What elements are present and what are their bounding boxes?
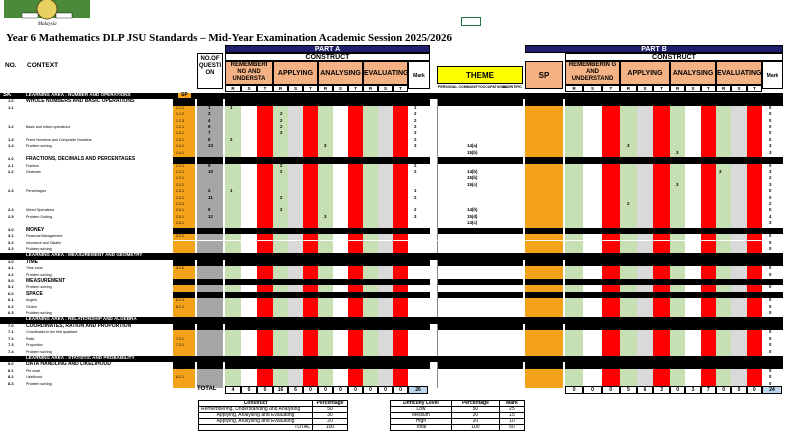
row-number: 7.2 — [8, 335, 14, 341]
b-total-mark: 0 — [769, 380, 772, 386]
part-b-evaluating: EVALUATING — [716, 61, 762, 85]
part-b-mark: Mark — [762, 61, 783, 89]
difficulty-level: High — [391, 419, 452, 425]
total-mark: 2 — [414, 117, 417, 123]
construct-table — [198, 400, 348, 431]
sp-value: 6.1.1 — [176, 298, 184, 303]
question-number: 5 — [208, 207, 211, 213]
part-b-sp: SP — [525, 61, 563, 89]
sp-cell — [173, 382, 195, 388]
b-total-mark: 0 — [769, 245, 772, 251]
total-value: 6 — [288, 386, 303, 394]
context-label: Coordinates in the first quadrant — [26, 330, 78, 335]
applying-mark: 2 — [280, 124, 283, 130]
b-total-mark: 0 — [769, 194, 772, 200]
sp-value: 7.3.1 — [176, 343, 184, 348]
row-number: 6.2 — [8, 303, 14, 309]
rst-header: T — [747, 85, 762, 92]
sp-value: 2.3.1 — [176, 189, 184, 194]
construct-total-val: 100 — [313, 425, 348, 431]
row-number: 2.3 — [8, 188, 14, 194]
total-value: 0 — [747, 386, 762, 394]
b-total-mark: 0 — [769, 284, 772, 290]
rst-header: T — [303, 85, 318, 92]
total-value: 0 — [363, 386, 378, 394]
sp-value: 2.2.1 — [176, 169, 184, 174]
part-a-mark: Mark — [408, 61, 430, 89]
row-number: 2.5 — [8, 213, 14, 219]
question-number: 6 — [208, 124, 211, 130]
rst-header: S — [583, 85, 601, 92]
difficulty-mark: 10 — [499, 419, 524, 425]
total-value: 0 — [731, 386, 746, 394]
rst-header: T — [393, 85, 408, 92]
rst-header: S — [288, 85, 303, 92]
total-mark: 2 — [414, 111, 417, 117]
topic-label: SPACE — [26, 290, 43, 297]
row-number: 4.1 — [8, 265, 14, 271]
rst-header: R — [225, 85, 241, 92]
applying-mark: 2 — [280, 194, 283, 200]
row-number: 1.2 — [8, 124, 14, 130]
row-number: 3.1 — [8, 233, 14, 239]
school-logo — [4, 0, 90, 22]
context-label: Proportion — [26, 343, 43, 348]
part-a-construct: CONSTRUCT — [225, 53, 430, 61]
total-value: 16 — [273, 386, 288, 394]
construct-pct: 50 — [313, 407, 348, 413]
sp-value: 1.4.1 — [176, 144, 184, 149]
difficulty-level: Low — [391, 407, 452, 413]
b-analysing-mark: 3 — [676, 149, 679, 155]
context-label: Problem Solving — [26, 214, 53, 219]
row-number: 8.1 — [8, 367, 14, 373]
row-number: 7.3 — [8, 342, 14, 348]
part-a-evaluating: EVALUATING — [363, 61, 408, 85]
b-total-mark: 2 — [769, 201, 772, 207]
section-number: 8.0 — [8, 361, 14, 367]
context-label: Financial Management — [26, 234, 63, 239]
percentage-h: Percentage — [313, 401, 348, 407]
theme-question: 15(d) — [467, 213, 478, 219]
b-total-mark: 0 — [769, 124, 772, 130]
question-number: 12 — [208, 213, 213, 219]
total-mark: 2 — [414, 207, 417, 213]
sp-value: 2.5.1 — [176, 221, 184, 226]
b-total-mark: 3 — [769, 149, 772, 155]
context-label: Fraction — [26, 163, 39, 168]
total-value: 0 — [393, 386, 408, 394]
b-total-mark: 0 — [769, 374, 772, 380]
page-title: Year 6 Mathematics DLP JSU Standards – Mid-Year Examination Academic Session 2025/2026 — [6, 32, 453, 44]
question-number: 7 — [208, 130, 211, 136]
context-label: Percentages — [26, 189, 47, 194]
theme-col-header: COMMUNITY — [458, 85, 481, 89]
context-label: Time zone — [26, 266, 43, 271]
context-header: CONTEXT — [27, 62, 59, 69]
section-number: 4.0 — [8, 258, 14, 264]
sp-value: 3.1.1 — [176, 234, 184, 239]
b-total-mark: 2 — [769, 175, 772, 181]
row-number: 3.3 — [8, 245, 14, 251]
section-number: 2.0 — [8, 156, 14, 162]
theme-col-header: SCIENTIFIC — [502, 85, 522, 89]
rst-header: T — [653, 85, 670, 92]
topic-label: WHOLE NUMBERS AND BASIC OPERATIONS — [26, 98, 135, 105]
learning-area-label: LEARNING AREA : STATISTIC AND PROBABILITY — [26, 354, 135, 360]
rst-header: R — [620, 85, 637, 92]
rst-header: S — [333, 85, 348, 92]
sp-value: 2.5.1 — [176, 214, 184, 219]
sp-value: 2.2.2 — [176, 182, 184, 187]
b-total-mark: 3 — [769, 168, 772, 174]
total-value: 4 — [225, 386, 241, 394]
b-analysing-mark: 3 — [676, 181, 679, 187]
spreadsheet-body — [0, 93, 800, 388]
b-total-mark: 0 — [769, 271, 772, 277]
part-b-applying: APPLYING — [620, 61, 670, 85]
topic-label: MEASUREMENT — [26, 277, 66, 284]
topic-label: MONEY — [26, 226, 45, 233]
row-number: 1.3 — [8, 136, 14, 142]
total-value: 0 — [318, 386, 333, 394]
context-label: Angels — [26, 298, 37, 303]
part-a-applying: APPLYING — [273, 61, 318, 85]
learning-area-label: LEARNING AREA : NUMBER AND OPERATIONS — [26, 92, 131, 97]
row-number: 5.1 — [8, 284, 14, 290]
theme-question: 14(a) — [467, 143, 478, 149]
sp-value: 2.1.1 — [176, 163, 184, 168]
theme-question: 15(b) — [467, 175, 478, 181]
difficulty-pct: 50 — [451, 407, 499, 413]
applying-mark: 2 — [280, 130, 283, 136]
difficulty-mark: 15 — [499, 413, 524, 419]
difficulty-mark: 25 — [499, 407, 524, 413]
row-number: 6.1 — [8, 297, 14, 303]
theme-header: THEME — [437, 66, 523, 84]
b-total-mark: 3 — [769, 220, 772, 226]
context-label: Ratio — [26, 336, 35, 341]
question-number: 13 — [208, 143, 213, 149]
context-label: Decimals — [26, 169, 41, 174]
b-total-mark: 3 — [769, 181, 772, 187]
b-total-mark: 0 — [769, 342, 772, 348]
section-number: 5.0 — [8, 277, 14, 283]
total-value: 0 — [241, 386, 257, 394]
context-label: Problem solving — [26, 246, 52, 251]
topic-label: COORDINATES, RATION AND PROPORTION — [26, 322, 132, 329]
theme-col-header: PERSONAL — [438, 85, 458, 89]
difficulty-pct: 20 — [451, 419, 499, 425]
b-total-mark: 0 — [769, 335, 772, 341]
b-total-mark: 0 — [769, 297, 772, 303]
topic-label: DATA HANDLING AND LIKELIHOOD — [26, 361, 111, 368]
sp-value: 4.1.2 — [176, 266, 184, 271]
rst-header: R — [565, 85, 583, 92]
total-value: 0 — [716, 386, 731, 394]
difficulty-mark: 50 — [499, 425, 524, 431]
difficulty-h: Difficulty Level — [391, 401, 452, 407]
sp-b-cell — [525, 382, 563, 388]
rst-header: T — [701, 85, 716, 92]
question-number: 1 — [208, 104, 211, 110]
part-a-remembering: REMEMBERI NG AND UNDERSTA — [225, 61, 273, 85]
difficulty-table — [390, 400, 525, 431]
question-number: 9 — [208, 162, 211, 168]
sp-value: 8.2.1 — [176, 375, 184, 380]
applying-mark: 2 — [280, 207, 283, 213]
total-mark: 2 — [414, 162, 417, 168]
sp-value: SP — [178, 93, 191, 98]
sp-value: 6.2.1 — [176, 304, 184, 309]
b-total-mark: 0 — [769, 130, 772, 136]
analysing-mark: 3 — [324, 143, 327, 149]
rst-header: R — [670, 85, 685, 92]
sp-value: 1.3.1 — [176, 137, 184, 142]
learning-area-label: LEARNING AREA : RELATIONSHIP AND ALGEBRA — [26, 316, 137, 322]
total-value: 0 — [670, 386, 685, 394]
part-b-remembering: REMEMBERIN G AND UNDERSTAND — [565, 61, 620, 85]
no-of-question-header: NO.OF QUESTI ON — [197, 53, 223, 89]
context-label: Mixed Operations — [26, 208, 55, 213]
question-number: 3 — [208, 111, 211, 117]
rst-header: R — [318, 85, 333, 92]
total-value: 0 — [583, 386, 601, 394]
topic-label: TIME — [26, 258, 38, 265]
b-total-mark: 0 — [769, 207, 772, 213]
rst-header: R — [363, 85, 378, 92]
theme-question: 15(c) — [467, 181, 478, 187]
b-total-mark: 0 — [769, 310, 772, 316]
construct-total: TOTAL — [199, 425, 313, 431]
row-number: 8.2 — [8, 374, 14, 380]
difficulty-pct: 30 — [451, 413, 499, 419]
construct-h: Construct — [199, 401, 313, 407]
remembering-mark: 1 — [230, 104, 233, 110]
applying-mark: 2 — [280, 168, 283, 174]
applying-mark: 2 — [280, 117, 283, 123]
part-b-analysing: ANALYSING — [670, 61, 716, 85]
total-mark: 2 — [414, 124, 417, 130]
sp-value: 1.4.1 — [176, 150, 184, 155]
sp-value: 2.3.2 — [176, 195, 184, 200]
total-value: 0 — [602, 386, 620, 394]
row-number: 7.1 — [8, 329, 14, 335]
construct-pct: 20 — [313, 419, 348, 425]
section-number: 3.0 — [8, 226, 14, 232]
applying-mark: 2 — [280, 111, 283, 117]
rst-header: S — [731, 85, 746, 92]
b-total-mark: 0 — [769, 233, 772, 239]
rst-header: T — [348, 85, 363, 92]
part-a-label: PART A — [225, 45, 430, 53]
b-total-mark: 0 — [769, 136, 772, 142]
b-total-mark: 0 — [769, 162, 772, 168]
rst-header: R — [273, 85, 288, 92]
row-number: 4.2 — [8, 271, 14, 277]
sp-value: 2.4.1 — [176, 208, 184, 213]
part-b-label: PART B — [525, 45, 783, 53]
total-mark: 2 — [414, 168, 417, 174]
total-value: 0 — [348, 386, 363, 394]
b-total-mark: 0 — [769, 111, 772, 117]
total-value: 6 — [637, 386, 654, 394]
question-number: 4 — [208, 117, 211, 123]
b-total-mark: 4 — [769, 213, 772, 219]
construct-row: Applying, Analysing and Evaluating — [199, 419, 313, 425]
total-value: 0 — [257, 386, 273, 394]
b-total-mark: 0 — [769, 329, 772, 335]
total-mark: 2 — [414, 136, 417, 142]
theme-question: 14(b) — [467, 207, 478, 213]
context-label: Problem solving — [26, 381, 52, 386]
row-number: 1.4 — [8, 143, 14, 149]
theme-cell — [437, 382, 523, 388]
b-total-mark: 0 — [769, 104, 772, 110]
no-header: NO. — [5, 62, 17, 69]
remembering-mark: 2 — [230, 136, 233, 142]
theme-question: 15(b) — [467, 149, 478, 155]
grand-total: 26 — [408, 386, 428, 394]
b-applying-mark: 2 — [627, 201, 630, 207]
section-number: 6.0 — [8, 290, 14, 296]
row-number: 6.3 — [8, 310, 14, 316]
analysing-mark: 3 — [324, 213, 327, 219]
difficulty-level: Total — [391, 425, 452, 431]
question-number: 11 — [208, 194, 213, 200]
selected-cell[interactable] — [461, 17, 481, 26]
row-number: 7.4 — [8, 348, 14, 354]
total-mark: 2 — [414, 194, 417, 200]
b-total-mark: 3 — [769, 143, 772, 149]
context-label: Insurance and Takaful — [26, 240, 62, 245]
theme-col-header: OCCUPATIONAL — [480, 85, 508, 89]
grand-total: 24 — [762, 386, 782, 394]
context-label: Problem solving — [26, 144, 52, 149]
remembering-mark: 1 — [230, 188, 233, 194]
logo-caption: Malaysia — [38, 22, 57, 27]
section-number: SK — [3, 92, 12, 98]
theme-question: 14(b) — [467, 168, 478, 174]
applying-mark: 2 — [280, 162, 283, 168]
b-total-mark: 0 — [769, 239, 772, 245]
sp-value: 1.2.1 — [176, 131, 184, 136]
context-label: Likelihood — [26, 375, 43, 380]
question-number: 8 — [208, 136, 211, 142]
total-mark: 1 — [414, 104, 417, 110]
total-label: TOTAL — [197, 386, 217, 392]
total-value: 0 — [333, 386, 348, 394]
context-label: Basic and mixed operations — [26, 125, 71, 130]
sp-value: 7.2.1 — [176, 336, 184, 341]
total-value: 7 — [701, 386, 716, 394]
row-number: 3.2 — [8, 239, 14, 245]
theme-question: 14(c) — [467, 220, 478, 226]
difficulty-level: Medium — [391, 413, 452, 419]
context-label: Circles — [26, 304, 37, 309]
sp-value: 1.1.1 — [176, 105, 184, 110]
total-mark: 3 — [414, 213, 417, 219]
question-number: 2 — [208, 188, 211, 194]
b-total-mark: 0 — [769, 367, 772, 373]
rst-header: S — [685, 85, 700, 92]
rst-header: T — [602, 85, 620, 92]
learning-area-label: LEARNING AREA : MEASUREMENT AND GEOMETRY — [26, 252, 143, 258]
construct-row: Applying, Analysing and Evaluating — [199, 413, 313, 419]
sp-value: 1.1.2 — [176, 112, 184, 117]
total-value: 0 — [378, 386, 393, 394]
b-total-mark: 0 — [769, 348, 772, 354]
question-number: 10 — [208, 168, 213, 174]
rst-header: S — [241, 85, 257, 92]
rst-header: R — [716, 85, 731, 92]
sp-value: 2.3.3 — [176, 202, 184, 207]
context-label: Problem solving — [26, 311, 52, 316]
b-total-mark: 0 — [769, 303, 772, 309]
part-a-analysing: ANALYSING — [318, 61, 363, 85]
part-b-construct: CONSTRUCT — [565, 53, 783, 61]
rst-header: T — [257, 85, 273, 92]
section-number: 7.0 — [8, 322, 14, 328]
rst-header: S — [378, 85, 393, 92]
context-label: Problem solving — [26, 272, 52, 277]
b-evaluating-mark: 3 — [719, 168, 722, 174]
total-value: 5 — [620, 386, 637, 394]
total-mark: 1 — [414, 188, 417, 194]
construct-pct: 30 — [313, 413, 348, 419]
rst-header: S — [637, 85, 654, 92]
b-total-mark: 0 — [769, 265, 772, 271]
context-label: Pie chart — [26, 368, 41, 373]
row-number: 8.3 — [8, 380, 14, 386]
section-number: 1.0 — [8, 98, 14, 104]
difficulty-pct: 100 — [451, 425, 499, 431]
difficulty-mark-h: Mark — [499, 401, 524, 407]
construct-row: Remembering, Understanding and Analysing — [199, 407, 313, 413]
context-label: Prime Numbers and Composite Numbers — [26, 137, 92, 142]
row-number: 1.1 — [8, 104, 14, 110]
b-total-mark: 0 — [769, 188, 772, 194]
context-label: Problem solving — [26, 285, 52, 290]
row-number: 2.1 — [8, 162, 14, 168]
b-total-mark: 0 — [769, 117, 772, 123]
total-mark: 3 — [414, 143, 417, 149]
sp-value: 2.2.1 — [176, 176, 184, 181]
total-value: 3 — [685, 386, 700, 394]
total-value: 0 — [303, 386, 318, 394]
context-label: Problem solving — [26, 349, 52, 354]
total-value: 3 — [653, 386, 670, 394]
total-mark: 2 — [414, 130, 417, 136]
b-applying-mark: 3 — [627, 143, 630, 149]
topic-label: FRACTIONS, DECIMALS AND PERCENTAGES — [26, 156, 136, 163]
sp-value: 1.1.3 — [176, 118, 184, 123]
row-number: 2.4 — [8, 207, 14, 213]
row-number: 2.2 — [8, 168, 14, 174]
difficulty-pct-h: Percentage — [451, 401, 499, 407]
total-value: 0 — [565, 386, 583, 394]
sp-value: 1.2.1 — [176, 125, 184, 130]
